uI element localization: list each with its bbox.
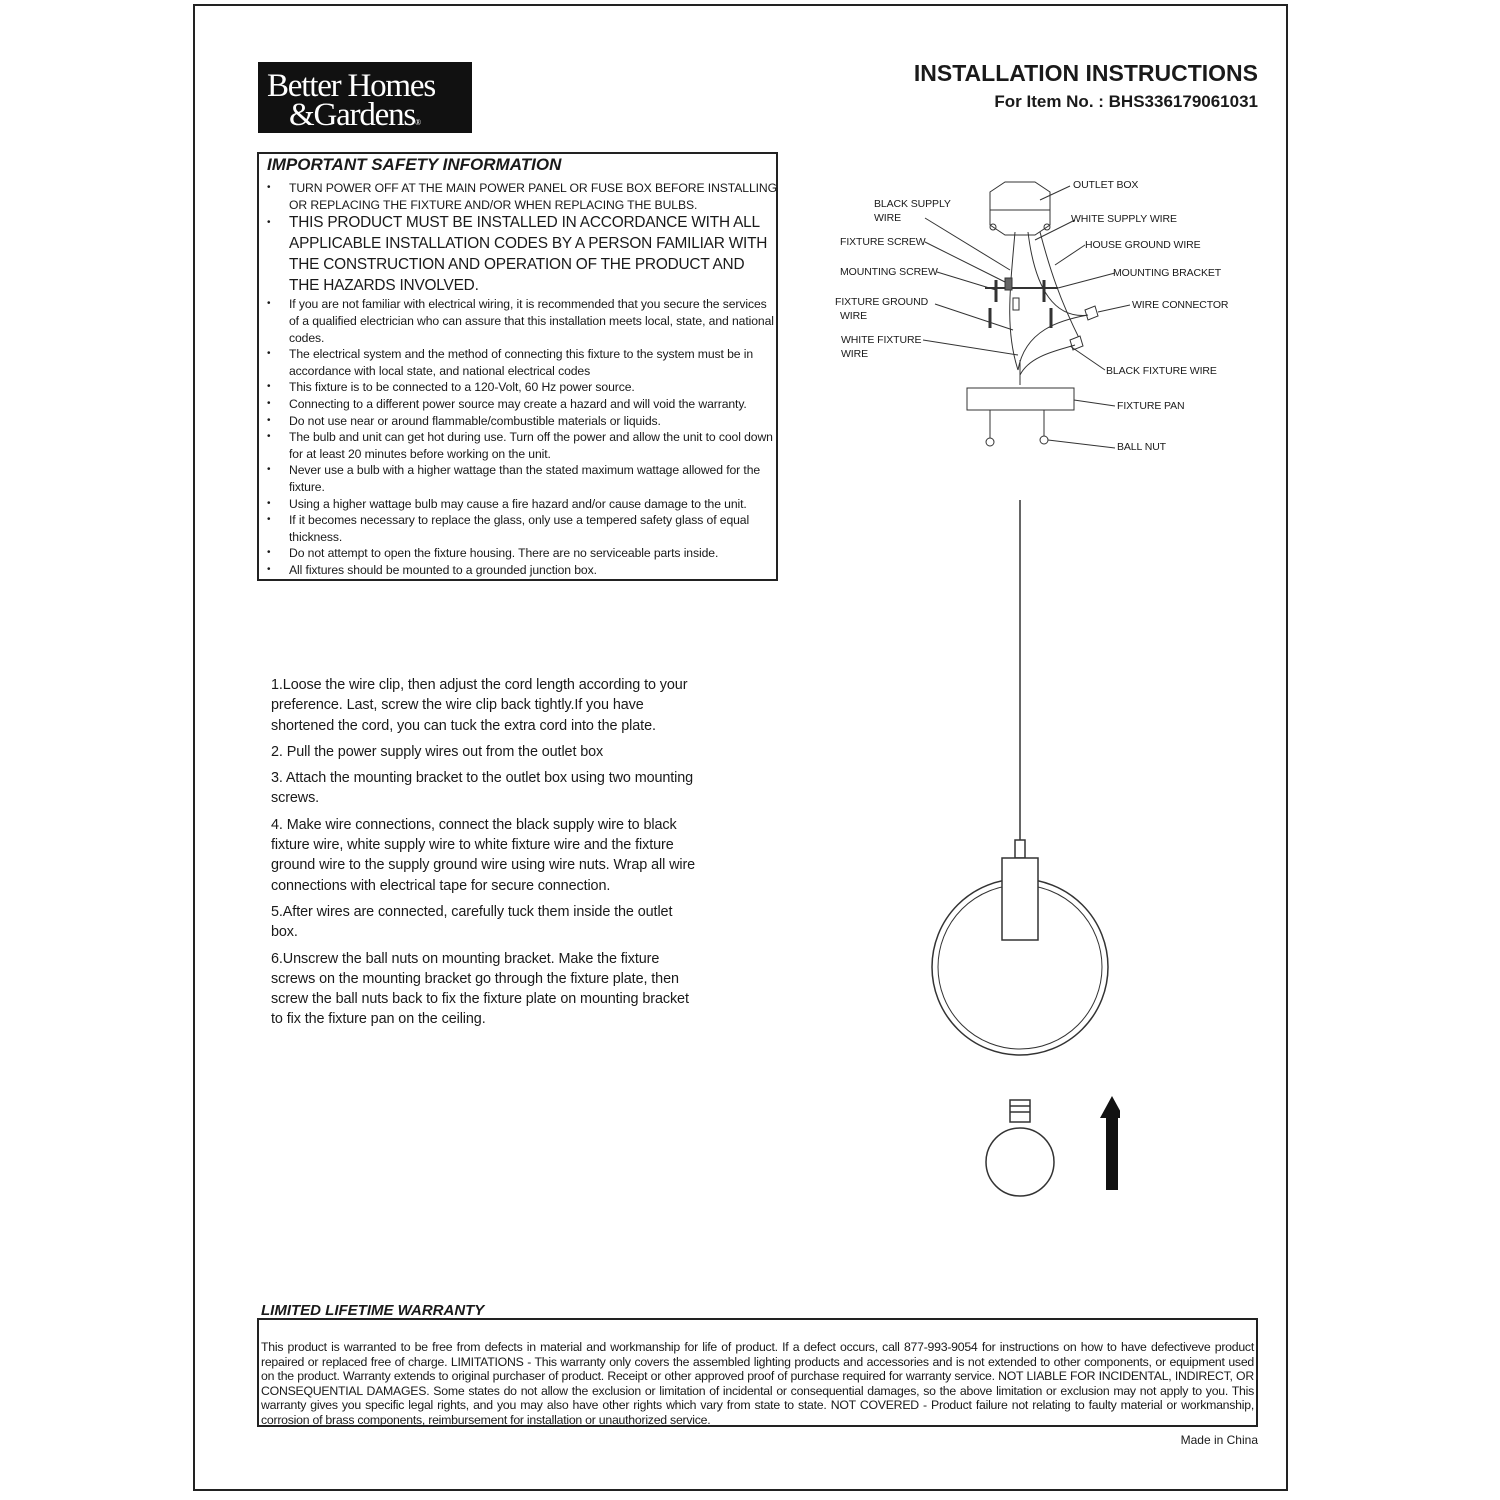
label-fixture-screw: FIXTURE SCREW — [840, 236, 926, 248]
black-fixture-wire-shape — [1020, 345, 1075, 375]
label-fixture-pan: FIXTURE PAN — [1117, 400, 1185, 412]
label-house-ground-wire: HOUSE GROUND WIRE — [1085, 239, 1201, 251]
label-black-supply-wire-2: WIRE — [874, 212, 902, 224]
safety-item: • If it becomes necessary to replace the glass, only use a tempered safety glass of equal thickness. — [265, 512, 777, 545]
house-ground-wire-shape — [1040, 232, 1080, 340]
warranty-heading: LIMITED LIFETIME WARRANTY — [261, 1302, 485, 1319]
brand-logo-line2: &Gardens® — [289, 97, 422, 133]
label-fixture-ground-wire-1: FIXTURE GROUND — [835, 296, 929, 308]
step-2: 2. Pull the power supply wires out from the outlet box — [271, 743, 604, 760]
fixture-pan-shape — [967, 388, 1074, 410]
bulb-base — [1010, 1100, 1030, 1122]
pendant-fixture-illustration — [920, 500, 1120, 1200]
safety-item: • If you are not familiar with electrical wiring, it is recommended that you secure the services of a qualified electrician who can assure that this installation meets local, state, and national codes. — [265, 296, 777, 346]
step-5: 5.After wires are connected, carefully tuck them inside the outlet box. — [271, 903, 673, 941]
ball-nut-shape — [986, 438, 994, 446]
safety-item: • All fixtures should be mounted to a grounded junction box. — [265, 562, 777, 579]
safety-item: • Do not use near or around flammable/combustible materials or liquids. — [265, 413, 777, 430]
safety-item: • Do not attempt to open the fixture housing. There are no serviceable parts inside. — [265, 545, 777, 562]
safety-list — [265, 180, 777, 578]
safety-heading: IMPORTANT SAFETY INFORMATION — [267, 155, 562, 174]
step-6: 6.Unscrew the ball nuts on mounting bracket. Make the fixture screws on the mounting bracket go through the fixture plate, then screw the ball nuts back to fix the fixture plate on mounting bracket to fix the fixture pan on the ceiling. — [271, 950, 689, 1028]
label-black-supply-wire-1: BLACK SUPPLY — [874, 198, 951, 210]
safety-item: • TURN POWER OFF AT THE MAIN POWER PANEL OR FUSE BOX BEFORE INSTALLING OR REPLACING THE FIXTURE AND/OR WHEN REPLACING THE BULBS. — [265, 180, 777, 213]
label-fixture-ground-wire-2: WIRE — [840, 310, 868, 322]
up-arrow-icon — [1100, 1096, 1120, 1190]
warranty-text: This product is warranted to be free from defects in material and workmanship for life of product. If a defect occurs, call 877-993-9054 for instructions on how to have defectiveve product repaired or replaced free of charge. LIMITATIONS - This warranty only covers the assembled lighting products and accessories and is not extended to other components, or equipment used on the product. Warranty extends to original purchaser of product. Receipt or other approved proof of purchase required for warranty service. NOT LIABLE FOR INCIDENTAL, INDIRECT, OR CONSEQUENTIAL DAMAGES. Some states do not allow the exclusion or limitation of incidental or consequential damages, so the above limitation or exclusion may not apply to you. This warranty gives you specific legal rights, and you may also have other rights which vary from state to state. NOT COVERED - Product failure not relating to faulty material or workmanship, corrosion of brass components, reimbursement for installation or unauthorized service. — [261, 1340, 1254, 1427]
made-in-label: Made in China — [1180, 1433, 1258, 1447]
safety-information-box — [257, 152, 778, 581]
safety-item: • THIS PRODUCT MUST BE INSTALLED IN ACCORDANCE WITH ALL APPLICABLE INSTALLATION CODES BY A PERSON FAMILIAR WITH THE CONSTRUCTION AND OPERATION OF THE PRODUCT AND THE HAZARDS INVOLVED. — [265, 213, 777, 296]
label-wire-connector: WIRE CONNECTOR — [1132, 299, 1229, 311]
safety-item: • This fixture is to be connected to a 120-Volt, 60 Hz power source. — [265, 379, 777, 396]
label-ball-nut: BALL NUT — [1117, 441, 1166, 453]
label-white-fixture-wire-2: WIRE — [841, 348, 869, 360]
label-white-supply-wire: WHITE SUPPLY WIRE — [1071, 213, 1177, 225]
safety-item: • Using a higher wattage bulb may cause a fire hazard and/or cause damage to the unit. — [265, 496, 777, 513]
socket-cylinder — [1002, 858, 1038, 940]
installation-steps — [271, 675, 701, 1036]
safety-item: • Never use a bulb with a higher wattage than the stated maximum wattage allowed for the fixture. — [265, 462, 777, 495]
safety-item: • The electrical system and the method of connecting this fixture to the system must be in accordance with local state, and national electrical codes — [265, 346, 777, 379]
label-black-fixture-wire: BLACK FIXTURE WIRE — [1106, 365, 1217, 377]
label-mounting-bracket: MOUNTING BRACKET — [1113, 267, 1222, 279]
bulb-globe — [986, 1128, 1054, 1196]
brand-logo — [258, 62, 472, 133]
wire-clip — [1015, 840, 1025, 858]
step-3: 3. Attach the mounting bracket to the outlet box using two mounting screws. — [271, 770, 694, 807]
wire-connector-shape — [1085, 306, 1098, 320]
step-4: 4. Make wire connections, connect the black supply wire to black fixture wire, white supply wire to white fixture wire and the fixture ground wire to the supply ground wire using wire nuts. Wrap all wire connections with electrical tape for secure connection. — [271, 816, 696, 894]
brand-logo-line1: Better Homes — [267, 68, 435, 104]
safety-item: • The bulb and unit can get hot during use. Turn off the power and allow the unit to cool down for at least 20 minutes before working on the unit. — [265, 429, 777, 462]
safety-item: • Connecting to a different power source may create a hazard and will void the warranty. — [265, 396, 777, 413]
label-outlet-box: OUTLET BOX — [1073, 179, 1139, 191]
step-1: 1.Loose the wire clip, then adjust the cord length according to your preference. Last, screw the wire clip back tightly.If you have shortened the cord, you can tuck the extra cord into the plate. — [271, 677, 688, 734]
outlet-box-shape — [990, 182, 1050, 235]
label-mounting-screw: MOUNTING SCREW — [840, 266, 938, 278]
warranty-box — [257, 1318, 1258, 1427]
white-supply-wire-shape — [1028, 232, 1090, 316]
label-white-fixture-wire-1: WHITE FIXTURE — [841, 334, 922, 346]
item-number: For Item No. : BHS336179061031 — [994, 92, 1258, 111]
page-title: INSTALLATION INSTRUCTIONS — [913, 60, 1258, 86]
